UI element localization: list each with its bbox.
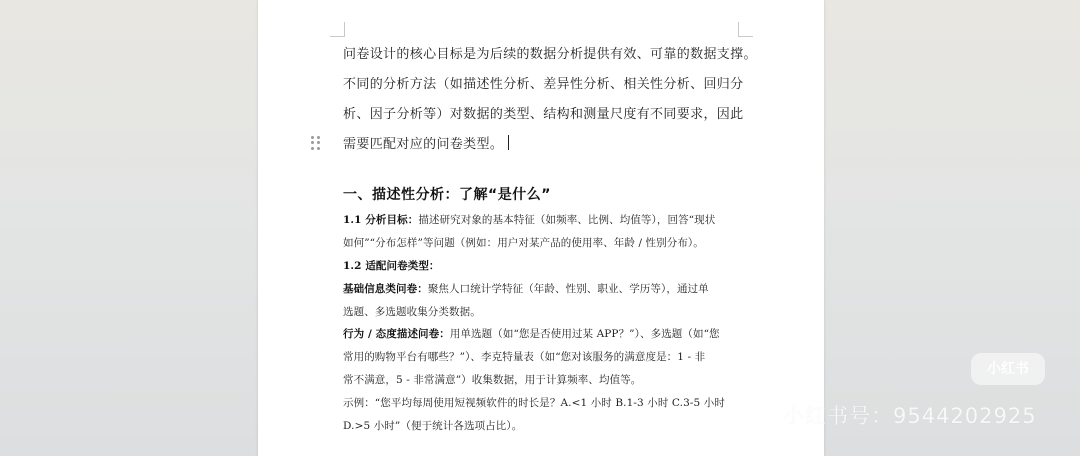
goal-line-2: 如何”“分布怎样”等问题（例如：用户对某产品的使用率、年龄 / 性别分布）。 bbox=[343, 237, 704, 249]
behavior-line-3: 常不满意，5 - 非常满意”）收集数据，用于计算频率、均值等。 bbox=[343, 374, 642, 386]
intro-line-2: 不同的分析方法（如描述性分析、差异性分析、相关性分析、回归分 bbox=[343, 77, 744, 92]
types-label: 1.2 适配问卷类型： bbox=[343, 260, 440, 272]
types-heading bbox=[343, 258, 743, 273]
example-line-2: D.>5 小时”（便于统计各选项占比）。 bbox=[343, 420, 523, 432]
goal-text-1: 描述研究对象的基本特征（如频率、比例、均值等），回答“现状 bbox=[418, 214, 716, 226]
intro-line-4 bbox=[343, 133, 509, 152]
example-line-1: 示例：“您平均每周使用短视频软件的时长是？A.<1 小时 B.1-3 小时 C.3-5 小时 bbox=[343, 397, 725, 409]
text-cursor bbox=[508, 135, 509, 150]
basic-line-2: 选题、多选题收集分类数据。 bbox=[343, 306, 481, 318]
margin-corner-top-left bbox=[330, 22, 345, 37]
basic-line-1 bbox=[343, 281, 743, 296]
margin-corner-top-right bbox=[738, 22, 753, 37]
intro-line-3: 析、因子分析等）对数据的类型、结构和测量尺度有不同要求，因此 bbox=[343, 107, 744, 122]
behavior-label: 行为 / 态度描述问卷： bbox=[343, 328, 450, 340]
watermark-logo: 小红书 bbox=[971, 353, 1045, 385]
document-page bbox=[258, 0, 824, 456]
watermark-text: 小红书号：9544202925 bbox=[783, 404, 1037, 428]
intro-line-4-text: 需要匹配对应的问卷类型。 bbox=[343, 137, 504, 152]
behavior-text-1: 用单选题（如“您是否使用过某 APP？”）、多选题（如“您 bbox=[449, 328, 720, 340]
behavior-line-2: 常用的购物平台有哪些？”）、李克特量表（如“您对该服务的满意度是：1 - 非 bbox=[343, 351, 706, 363]
basic-text-1: 聚焦人口统计学特征（年龄、性别、职业、学历等），通过单 bbox=[427, 283, 709, 295]
goal-line-1 bbox=[343, 212, 743, 227]
goal-label: 1.1 分析目标： bbox=[343, 214, 419, 226]
drag-handle-icon[interactable] bbox=[311, 136, 321, 150]
intro-line-1: 问卷设计的核心目标是为后续的数据分析提供有效、可靠的数据支撑。 bbox=[343, 47, 757, 62]
basic-label: 基础信息类问卷： bbox=[343, 283, 428, 295]
section-heading: 一、描述性分析：了解“是什么” bbox=[343, 187, 551, 203]
behavior-line-1 bbox=[343, 326, 743, 341]
